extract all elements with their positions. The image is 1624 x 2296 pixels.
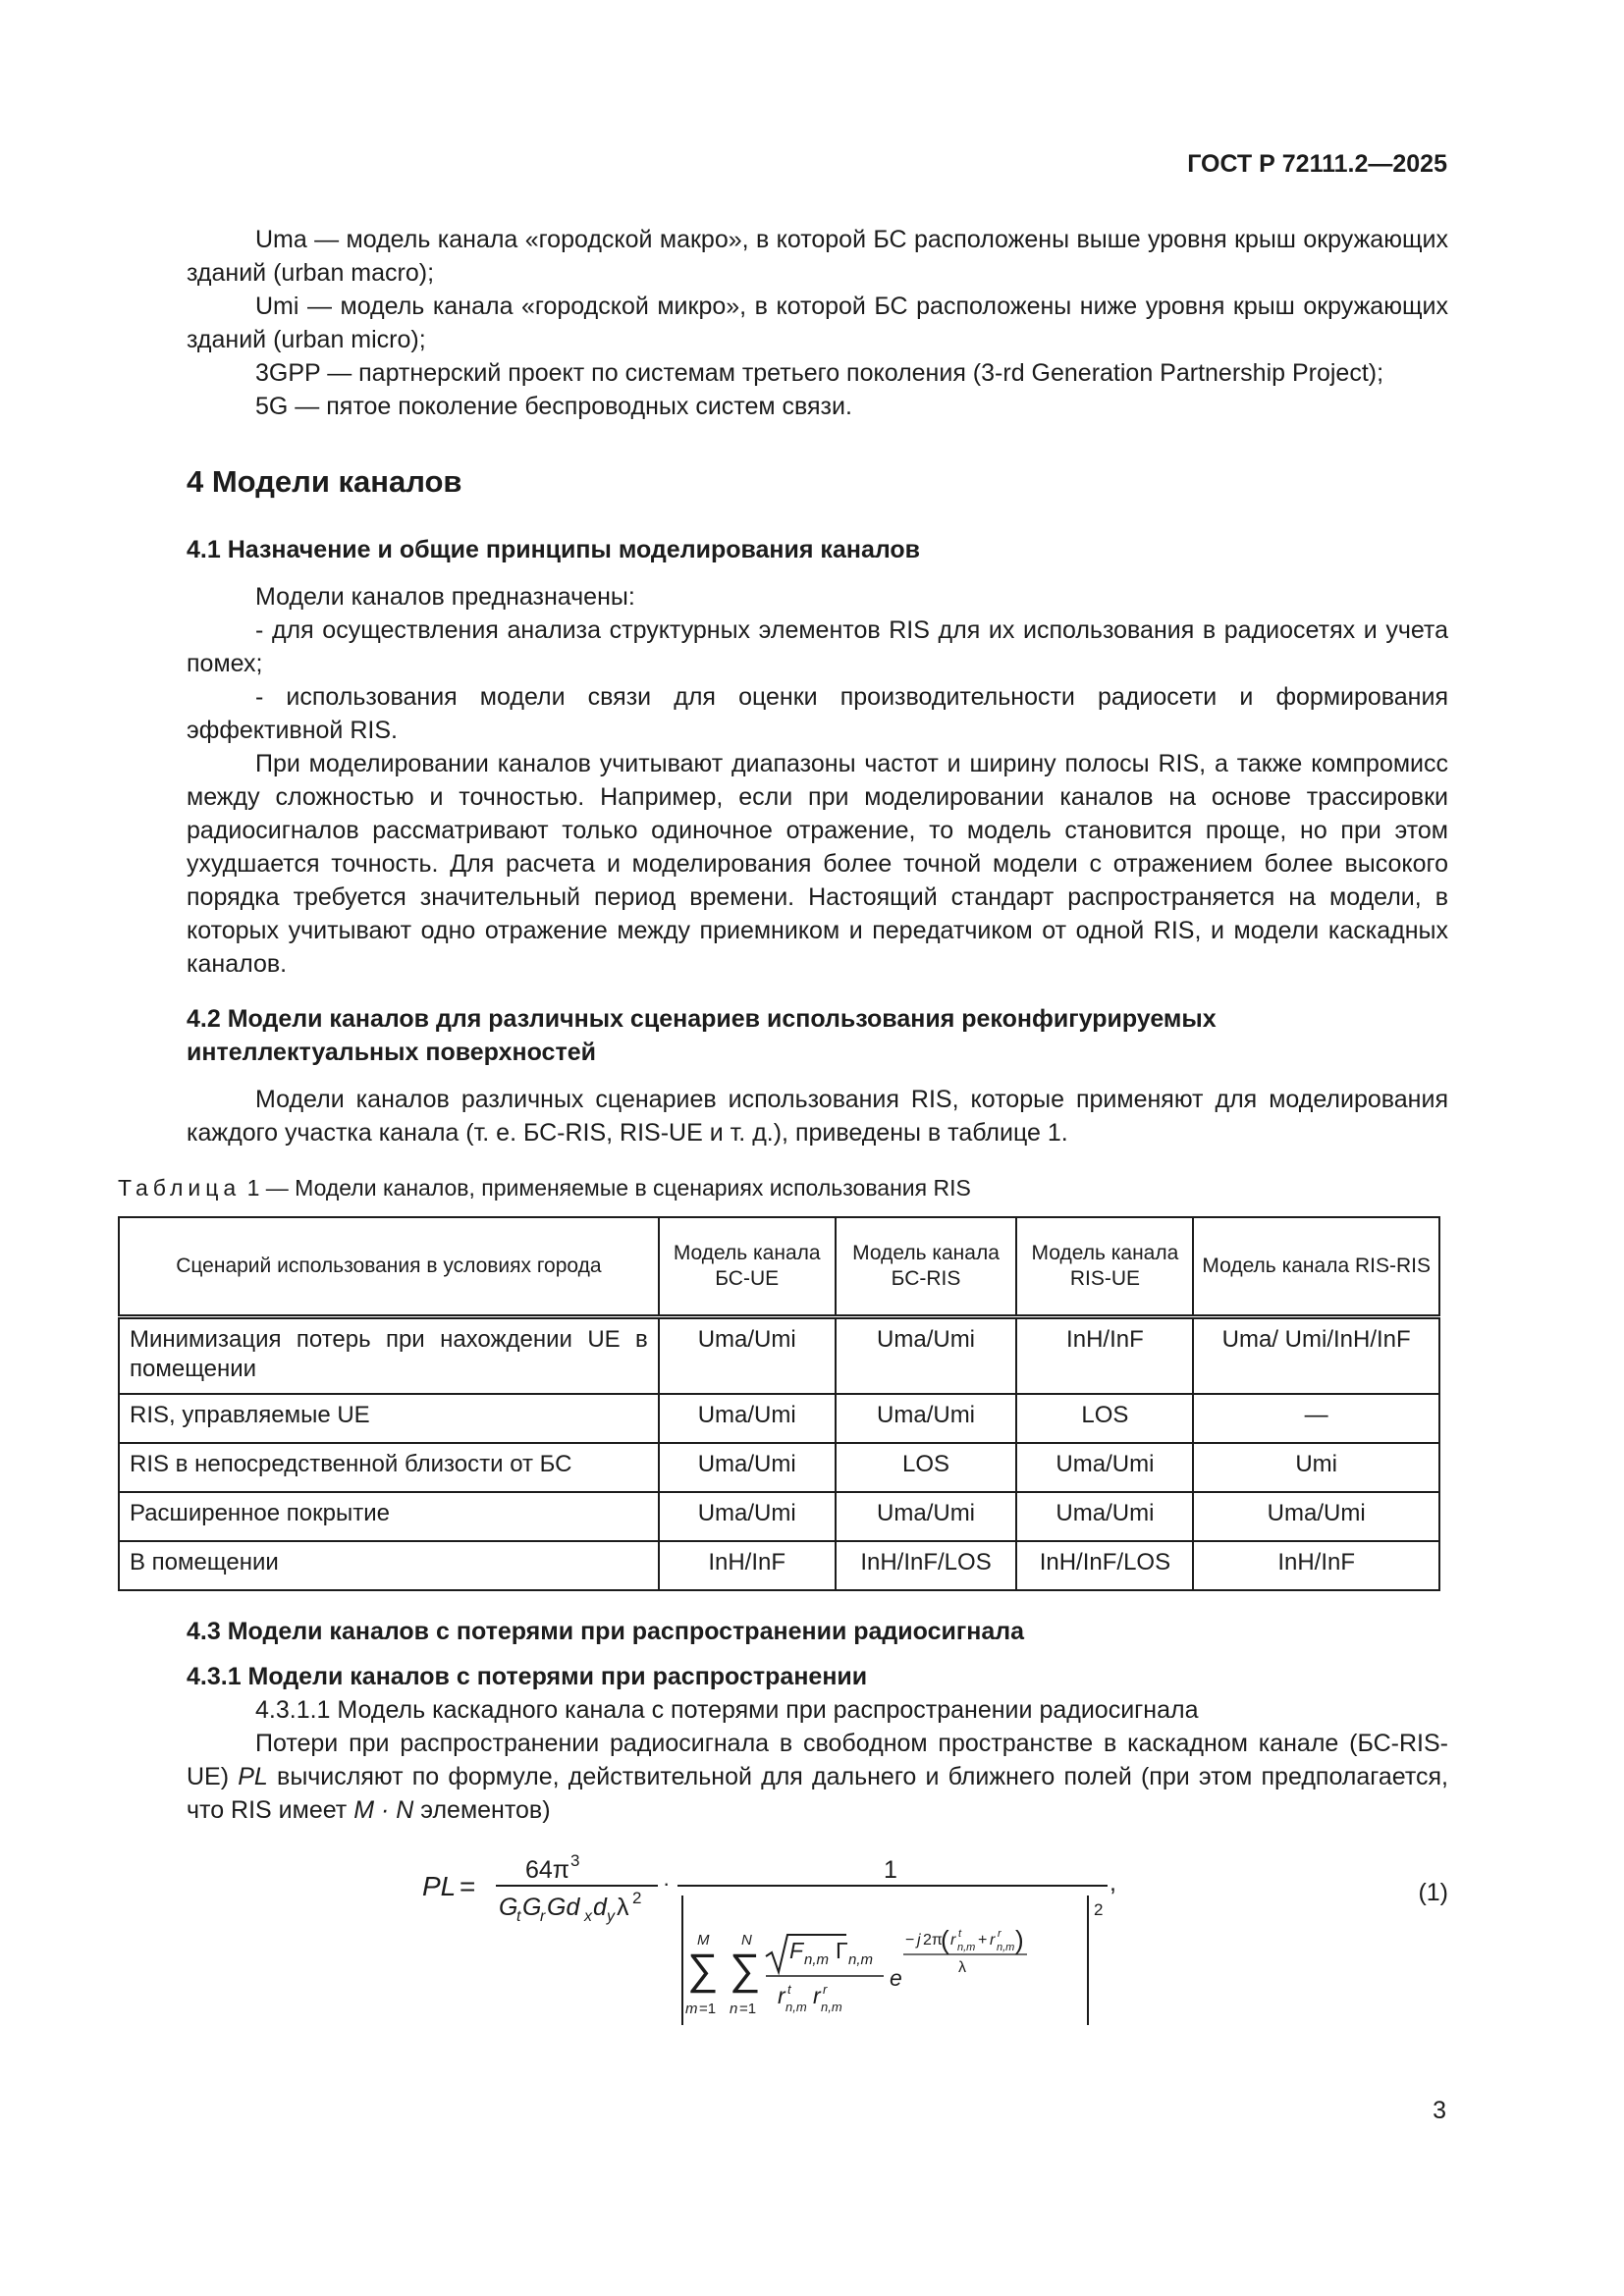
svg-text:r: r: [540, 1907, 546, 1925]
table-cell: InH/InF: [1193, 1541, 1439, 1590]
formula-1: [187, 1846, 1448, 2028]
table-cell: LOS: [836, 1443, 1017, 1492]
page-number: 3: [1433, 2097, 1446, 2124]
s4311-paragraph: [187, 1727, 1448, 1827]
svg-text:t: t: [958, 1927, 962, 1940]
standard-header: ГОСТ Р 72111.2—2025: [1187, 150, 1447, 178]
svg-text:=1: =1: [699, 2000, 717, 2017]
svg-text:r: r: [990, 1931, 996, 1949]
table-cell: Uma/Umi: [1016, 1443, 1193, 1492]
svg-text:r: r: [823, 1981, 828, 1997]
svg-text:M: M: [697, 1931, 710, 1949]
table-header-cell: Модель канала RIS-RIS: [1193, 1217, 1439, 1317]
svg-text:r: r: [813, 1982, 821, 2008]
table-row: [119, 1394, 1439, 1443]
svg-text:n: n: [730, 2000, 738, 2017]
page-content: [118, 223, 1448, 2028]
abbrev-3gpp: 3GPP — партнерский проект по системам третьего поколения (3-rd Generation Partnership Project);: [255, 359, 1384, 387]
table-row: [119, 1317, 1439, 1394]
s42-paragraph: Модели каналов различных сценариев использования RIS, которые применяют для моделирования каждого участка канала (т. е. БС-RIS, RIS-UE и т. д.), приведены в таблице 1.: [187, 1086, 1448, 1147]
s4311-text-a: Потери при распространении радиосигнала в свободном пространстве в каскадном канале (БС-RIS-UE): [187, 1729, 1448, 1790]
section-4-1-title: 4.1 Назначение и общие принципы моделирования каналов: [187, 536, 921, 563]
table-cell: InH/InF: [1016, 1317, 1193, 1394]
table-cell: InH/InF: [659, 1541, 836, 1590]
svg-text:=: =: [460, 1870, 476, 1901]
svg-text:x: x: [584, 1907, 592, 1925]
section-4-3-title: 4.3 Модели каналов с потерями при распространении радиосигнала: [187, 1617, 1025, 1645]
s41-intro: Модели каналов предназначены:: [255, 583, 635, 611]
formula-number: (1): [1418, 1878, 1448, 1906]
table-cell: В помещении: [119, 1541, 659, 1590]
s4311-mn: M · N: [353, 1795, 414, 1824]
table-cell: Uma/Umi: [1016, 1492, 1193, 1541]
table-header-row: [119, 1217, 1439, 1317]
svg-text:r: r: [998, 1927, 1001, 1940]
svg-text:n,m: n,m: [804, 1950, 830, 1968]
svg-text:·: ·: [663, 1870, 671, 1896]
section-4-title: 4 Модели каналов: [187, 464, 462, 499]
s4311-pl: PL: [238, 1762, 268, 1790]
svg-text:∑: ∑: [730, 1945, 761, 1994]
svg-text:): ): [1015, 1924, 1024, 1954]
svg-text:,: ,: [1110, 1868, 1116, 1896]
table-row: [119, 1443, 1439, 1492]
svg-text:t: t: [787, 1981, 791, 1997]
table-header-cell: Модель канала RIS-UE: [1016, 1217, 1193, 1317]
table-header-cell: Модель канала БС-RIS: [836, 1217, 1017, 1317]
table-caption-text: 1 — Модели каналов, применяемые в сценариях использования RIS: [246, 1175, 971, 1201]
table-cell: RIS, управляемые UE: [119, 1394, 659, 1443]
svg-text:PL: PL: [422, 1870, 457, 1901]
table-cell: Uma/ Umi/InH/InF: [1193, 1317, 1439, 1394]
svg-text:n,m: n,m: [821, 1999, 842, 2014]
table-cell: Uma/Umi: [659, 1394, 836, 1443]
svg-text:λ: λ: [958, 1958, 966, 1976]
table-cell: Минимизация потерь при нахождении UE в помещении: [119, 1317, 659, 1394]
svg-text:2π: 2π: [923, 1931, 943, 1949]
s41-paragraph: При моделировании каналов учитывают диапазоны частот и ширину полосы RIS, а также компромисс между сложностью и точностью. Например, если при моделировании каналов на основе трассировки радиосигналов рассматривают только одиночное отражение, то модель становится проще, но при этом ухудшается точность. Для расчета и моделирования более точной модели с отражением более высокого порядка требуется значительный период времени. Настоящий стандарт распространяется на модели, в которых учитывают одно отражение между приемником и передатчиком от одной RIS, и модели каскадных каналов.: [187, 750, 1448, 978]
svg-text:n,m: n,m: [957, 1941, 976, 1953]
svg-text:λ: λ: [617, 1893, 629, 1921]
table-cell: InH/InF/LOS: [836, 1541, 1017, 1590]
table-cell: RIS в непосредственной близости от БС: [119, 1443, 659, 1492]
svg-text:2: 2: [1094, 1899, 1104, 1919]
svg-text:(: (: [941, 1924, 949, 1954]
s4311-text-b: вычисляют по формуле, действительной для дальнего и ближнего полей (при этом предполагается, что RIS имеет: [187, 1762, 1448, 1824]
svg-text:64π: 64π: [525, 1855, 570, 1884]
svg-text:y: y: [607, 1907, 615, 1925]
svg-text:3: 3: [570, 1850, 580, 1870]
table-header-cell: Модель канала БС-UE: [659, 1217, 836, 1317]
table-cell: Uma/Umi: [836, 1394, 1017, 1443]
s4311-text-c: элементов): [420, 1795, 551, 1824]
table-caption-label: Таблица: [118, 1175, 242, 1201]
s41-item-1: - для осуществления анализа структурных элементов RIS для их использования в радиосетях и учета помех;: [187, 616, 1448, 677]
table-cell: Uma/Umi: [836, 1492, 1017, 1541]
table-cell: InH/InF/LOS: [1016, 1541, 1193, 1590]
svg-text:n,m: n,m: [848, 1950, 874, 1968]
svg-text:n,m: n,m: [997, 1941, 1015, 1953]
table-cell: LOS: [1016, 1394, 1193, 1443]
svg-text:Γ: Γ: [836, 1937, 848, 1963]
table-cell: Расширенное покрытие: [119, 1492, 659, 1541]
table-cell: Umi: [1193, 1443, 1439, 1492]
svg-text:t: t: [516, 1907, 521, 1925]
section-4-2-title: 4.2 Модели каналов для различных сценариев использования реконфигурируемых интеллектуальных поверхностей: [187, 1005, 1217, 1066]
svg-text:Gd: Gd: [547, 1893, 580, 1921]
abbrev-5g: 5G — пятое поколение беспроводных систем связи.: [255, 393, 852, 420]
svg-text:d: d: [593, 1893, 607, 1921]
svg-text:r: r: [778, 1982, 785, 2008]
svg-text:j: j: [917, 1931, 921, 1949]
svg-text:n,m: n,m: [785, 1999, 807, 2014]
table-cell: —: [1193, 1394, 1439, 1443]
svg-text:=1: =1: [739, 2000, 757, 2017]
table-cell: Uma/Umi: [659, 1492, 836, 1541]
formula-graphic: [422, 1846, 1129, 2028]
table-row: [119, 1492, 1439, 1541]
abbrev-umi: Umi — модель канала «городской микро», в которой БС расположены ниже уровня крыш окружающих зданий (urban micro);: [187, 293, 1448, 353]
table-cell: Uma/Umi: [659, 1317, 836, 1394]
svg-text:m: m: [685, 2000, 698, 2017]
table-header-cell: Сценарий использования в условиях города: [119, 1217, 659, 1317]
svg-text:F: F: [789, 1937, 804, 1963]
table-cell: Uma/Umi: [1193, 1492, 1439, 1541]
svg-text:1: 1: [884, 1855, 897, 1884]
svg-text:G: G: [522, 1893, 542, 1921]
svg-text:∑: ∑: [687, 1945, 719, 1994]
s4311-title: 4.3.1.1 Модель каскадного канала с потерями при распространении радиосигнала: [255, 1695, 1199, 1724]
svg-text:r: r: [950, 1931, 956, 1949]
table-row: [119, 1541, 1439, 1590]
svg-text:−: −: [905, 1931, 915, 1949]
channel-models-table: [118, 1216, 1440, 1591]
table-caption: [118, 1171, 1448, 1204]
abbrev-uma: Uma — модель канала «городской макро», в которой БС расположены выше уровня крыш окружающих зданий (urban macro);: [187, 226, 1448, 287]
svg-text:2: 2: [632, 1888, 642, 1907]
svg-text:N: N: [741, 1931, 752, 1949]
s41-item-2: - использования модели связи для оценки производительности радиосети и формирования эффективной RIS.: [187, 683, 1448, 744]
svg-text:+: +: [978, 1931, 988, 1949]
section-4-3-1-title: 4.3.1 Модели каналов с потерями при распространении: [187, 1662, 868, 1690]
svg-text:G: G: [499, 1893, 518, 1921]
table-cell: Uma/Umi: [836, 1317, 1017, 1394]
svg-text:e: e: [890, 1964, 902, 1991]
table-cell: Uma/Umi: [659, 1443, 836, 1492]
